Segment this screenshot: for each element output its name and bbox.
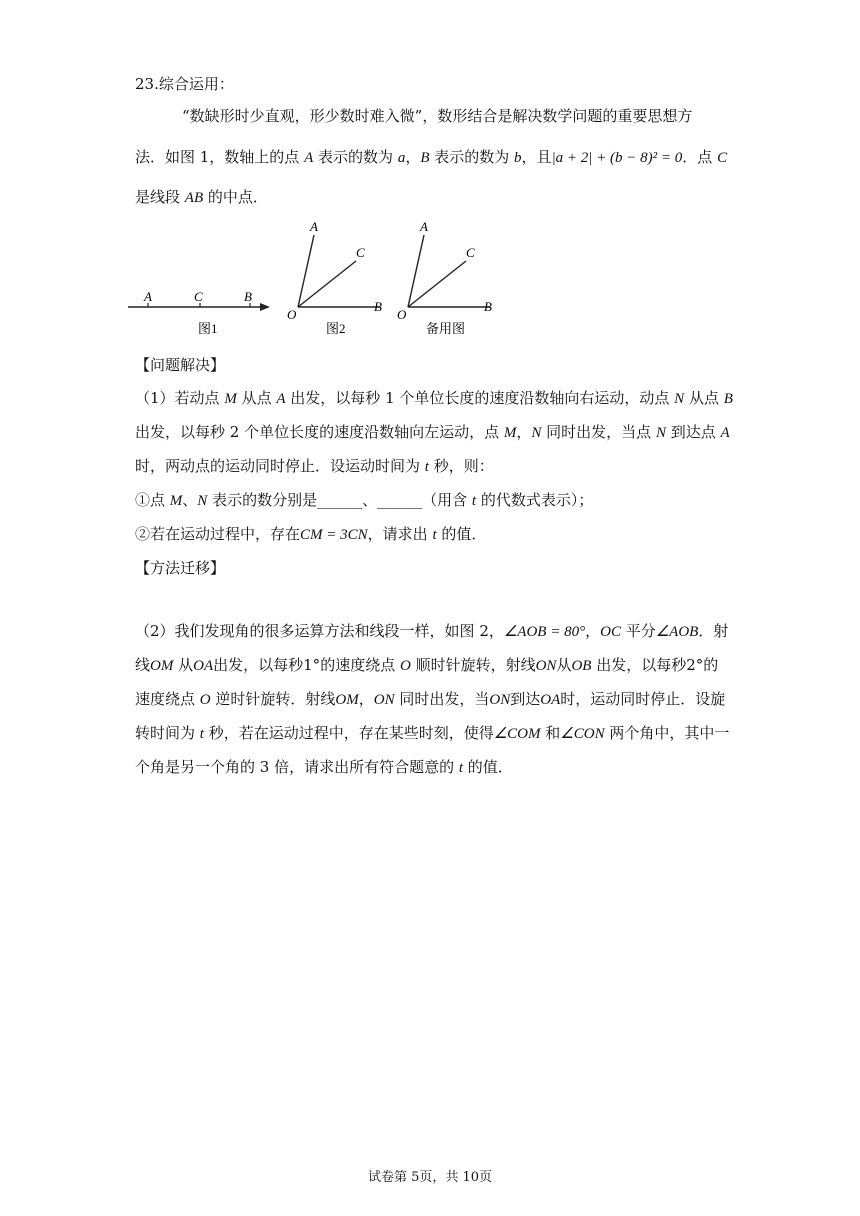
q2-line-4: 转时间为 t 秒，若在运动过程中，存在某些时刻，使得∠COM 和∠CON 两个角中，其中一 <box>135 724 730 742</box>
fig1-point-a-label: A <box>144 289 152 304</box>
figure-2-angle <box>287 219 382 336</box>
page-footer: 试卷第 5页，共 10页 <box>367 1170 493 1185</box>
figures <box>0 215 860 345</box>
q1-line-1: （1）若动点 M 从点 A 出发，以每秒 1 个单位长度的速度沿数轴向右运动，动点 N 从点 B <box>135 389 733 407</box>
fig3-point-o-label: O <box>397 307 407 322</box>
q1-subquestion-2: ②若在运动过程中，存在CM = 3CN，请求出 t 的值． <box>135 525 487 543</box>
answer-blank-2: ______ <box>377 491 423 509</box>
q1-line-2: 出发，以每秒 2 个单位长度的速度沿数轴向左运动，点 M，N 同时出发，当点 N 到达点 A <box>135 423 730 441</box>
fig1-point-c-label: C <box>194 289 203 304</box>
fig2-point-a-label: A <box>310 219 318 234</box>
fig1-caption: 图1 <box>198 321 218 336</box>
equation: |a + 2| + (b − 8)² = 0 <box>551 150 683 166</box>
figure-3-spare <box>397 219 492 336</box>
problem-title: 23.综合运用： <box>135 75 234 93</box>
q1-subquestion-1: ①点 M、N 表示的数分别是______、______（用含 t 的代数式表示）； <box>135 491 594 509</box>
fig3-caption: 备用图 <box>426 321 466 336</box>
intro-line-1: “数缺形时少直观，形少数时难入微”，数形结合是解决数学问题的重要思想方 <box>182 107 693 125</box>
answer-blank-1: ______ <box>317 491 363 509</box>
q2-line-1: （2）我们发现角的很多运算方法和线段一样，如图 2，∠AOB = 80°，OC 平分∠AOB．射 <box>135 622 729 640</box>
fig2-point-o-label: O <box>287 307 297 322</box>
fig3-point-a-label: A <box>420 219 428 234</box>
q2-line-5: 个角是另一个角的 3 倍，请求出所有符合题意的 t 的值． <box>135 758 513 776</box>
q2-line-3: 速度绕点 O 逆时针旋转．射线OM，ON 同时出发，当ON到达OA时，运动同时停止．设旋 <box>135 690 726 708</box>
fig2-point-c-label: C <box>356 245 365 260</box>
figure-1-number-line <box>128 289 270 336</box>
q2-line-2: 线OM 从OA出发，以每秒1°的速度绕点 O 顺时针旋转，射线ON从OB 出发，以每秒2°的 <box>135 656 719 674</box>
fig3-point-b-label: B <box>484 299 492 314</box>
intro-line-2: 法．如图 1，数轴上的点 A 表示的数为 a，B 表示的数为 b，且|a + 2| + (b − 8)² = 0．点 C <box>135 148 728 166</box>
intro-line-3: 是线段 AB 的中点． <box>135 188 268 206</box>
section-heading-problem-solving: 【问题解决】 <box>135 356 226 374</box>
q1-line-3: 时，两动点的运动同时停止．设运动时间为 t 秒，则： <box>135 457 494 475</box>
section-heading-method-transfer: 【方法迁移】 <box>135 559 226 577</box>
fig2-caption: 图2 <box>326 321 346 336</box>
fig3-point-c-label: C <box>466 245 475 260</box>
fig2-point-b-label: B <box>374 299 382 314</box>
fig1-point-b-label: B <box>244 289 252 304</box>
